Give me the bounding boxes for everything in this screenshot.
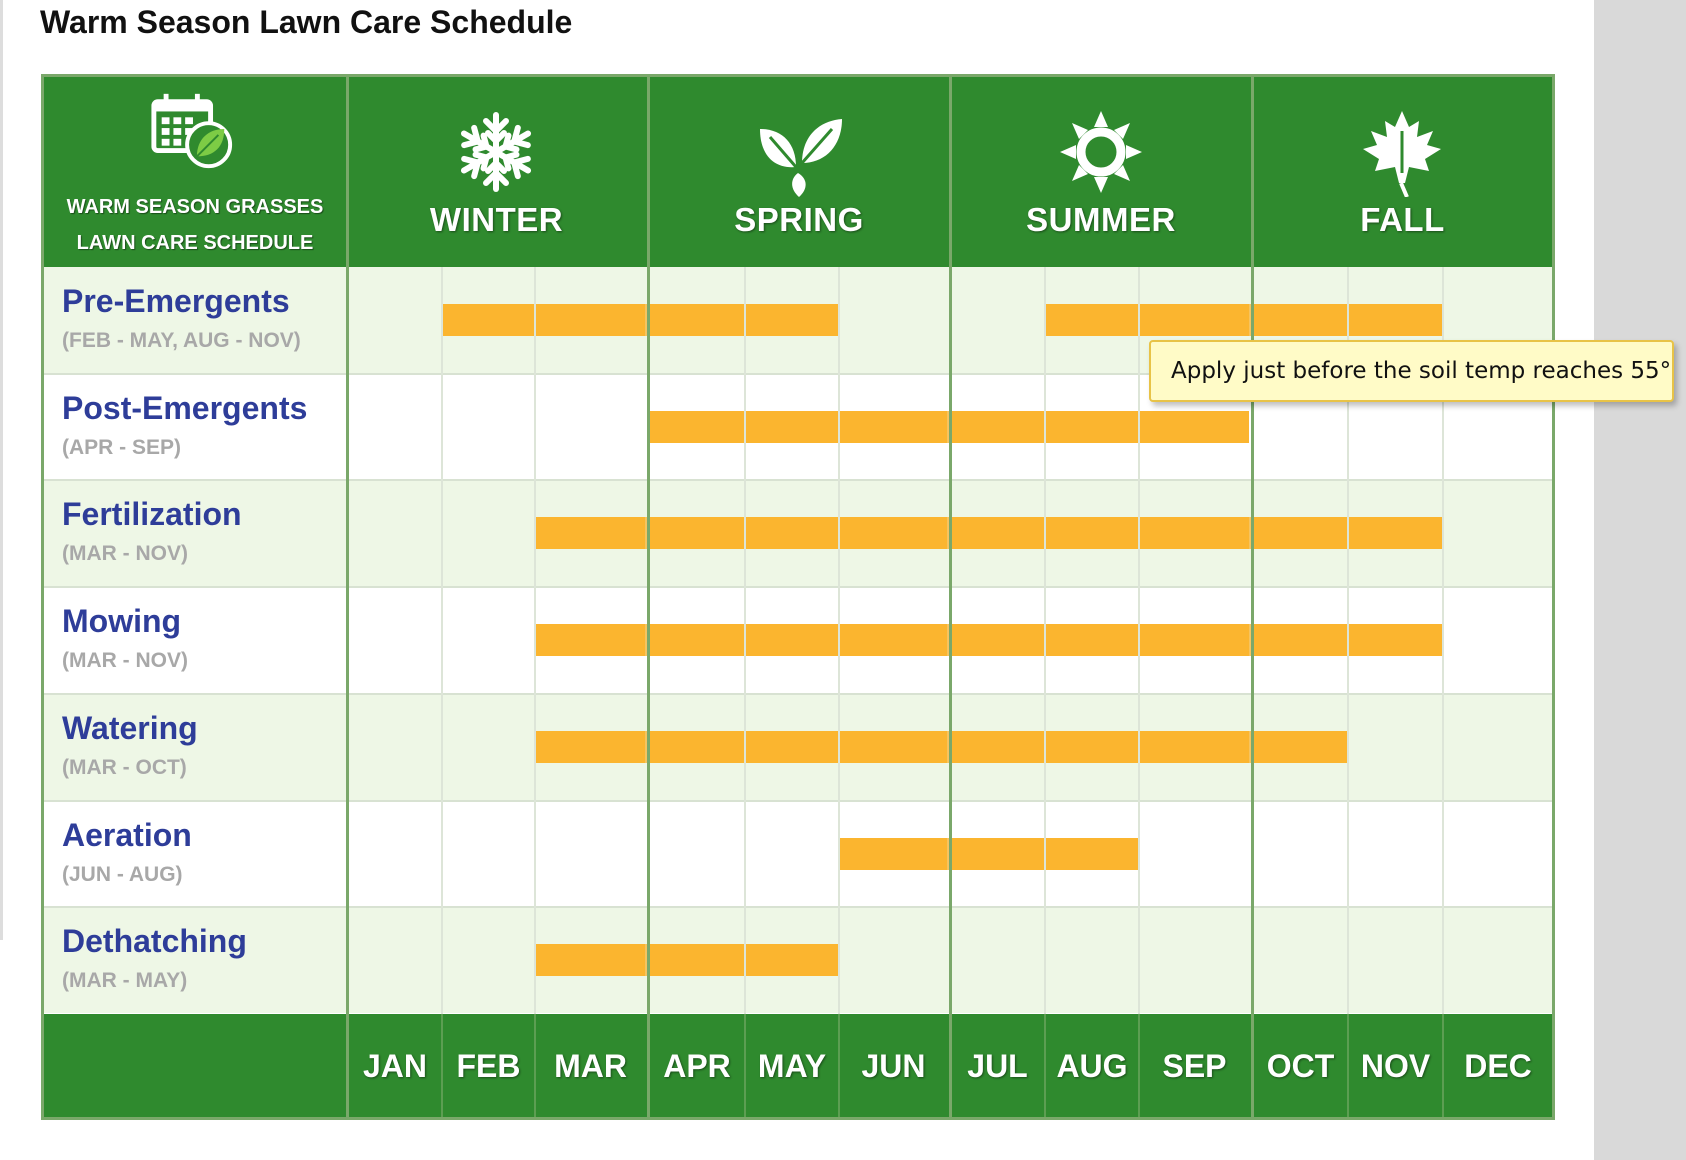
footer-divider bbox=[534, 1014, 536, 1117]
schedule-corner-header bbox=[44, 77, 346, 267]
sun-icon bbox=[1056, 107, 1146, 197]
footer-divider bbox=[1138, 1014, 1140, 1117]
month-label-apr: APR bbox=[663, 1048, 731, 1084]
row-divider bbox=[44, 906, 1552, 908]
month-gridline bbox=[1044, 267, 1046, 1014]
calendar-leaf-icon bbox=[148, 91, 236, 171]
schedule-bar[interactable] bbox=[536, 944, 838, 976]
task-name: Pre-Emergents bbox=[62, 283, 290, 319]
month-gridline bbox=[1138, 267, 1140, 1014]
snowflake-icon bbox=[451, 107, 541, 197]
row-divider bbox=[44, 693, 1552, 695]
month-label-may: MAY bbox=[757, 1048, 827, 1084]
corner-title bbox=[44, 189, 346, 261]
sprout-icon bbox=[754, 107, 844, 197]
task-range: (JUN - AUG) bbox=[62, 862, 183, 886]
month-label-dec: DEC bbox=[1464, 1048, 1532, 1084]
task-range: (MAR - OCT) bbox=[62, 755, 187, 779]
task-row bbox=[44, 694, 1552, 800]
season-header-summer bbox=[951, 77, 1251, 267]
month-label-mar: MAR bbox=[554, 1048, 627, 1084]
row-divider bbox=[44, 479, 1552, 481]
season-header-spring bbox=[649, 77, 949, 267]
row-divider bbox=[44, 800, 1552, 802]
month-gridline bbox=[744, 267, 746, 1014]
left-page-edge bbox=[0, 0, 3, 940]
season-divider bbox=[346, 77, 349, 1117]
season-label-spring: SPRING bbox=[734, 201, 864, 238]
maple-leaf-icon bbox=[1357, 107, 1447, 197]
month-label-jan: JAN bbox=[362, 1048, 427, 1084]
task-range: (FEB - MAY, AUG - NOV) bbox=[62, 329, 301, 352]
corner-title-line2: LAWN CARE SCHEDULE bbox=[76, 232, 314, 254]
page-title: Warm Season Lawn Care Schedule bbox=[40, 4, 573, 40]
task-range: (MAR - NOV) bbox=[62, 542, 188, 566]
season-label-fall: FALL bbox=[1360, 201, 1445, 238]
month-footer bbox=[44, 1014, 1552, 1117]
task-row bbox=[44, 801, 1552, 907]
schedule-bar[interactable] bbox=[1046, 304, 1442, 336]
task-name: Fertilization bbox=[62, 496, 242, 533]
month-gridline bbox=[534, 267, 536, 1014]
month-gridline bbox=[441, 267, 443, 1014]
lawn-care-schedule-chart bbox=[41, 74, 1555, 1120]
season-header-winter bbox=[346, 77, 647, 267]
corner-title-line1: WARM SEASON GRASSES bbox=[66, 196, 324, 218]
row-divider bbox=[44, 586, 1552, 588]
schedule-bar[interactable] bbox=[536, 624, 1442, 656]
task-row bbox=[44, 587, 1552, 693]
task-range: (APR - SEP) bbox=[62, 435, 182, 459]
footer-divider bbox=[1442, 1014, 1444, 1117]
season-divider bbox=[1251, 77, 1254, 1117]
month-gridline bbox=[838, 267, 840, 1014]
task-name: Watering bbox=[62, 709, 198, 746]
season-divider bbox=[949, 77, 952, 1117]
task-range: (MAR - MAY) bbox=[62, 969, 188, 993]
season-divider bbox=[647, 77, 650, 1117]
task-name: Mowing bbox=[62, 603, 182, 640]
month-label-oct: OCT bbox=[1266, 1048, 1335, 1084]
task-row bbox=[44, 907, 1552, 1013]
month-label-sep: SEP bbox=[1162, 1048, 1227, 1084]
season-header-fall bbox=[1253, 77, 1552, 267]
month-label-jul: JUL bbox=[967, 1048, 1028, 1084]
season-label-summer: SUMMER bbox=[1026, 201, 1176, 238]
month-label-nov: NOV bbox=[1360, 1048, 1431, 1084]
month-label-aug: AUG bbox=[1056, 1048, 1128, 1084]
schedule-bar[interactable] bbox=[443, 304, 838, 336]
tooltip: Apply just before the soil temp reaches 55° bbox=[1149, 340, 1674, 402]
task-name: Post-Emergents bbox=[62, 389, 308, 426]
season-label-winter: WINTER bbox=[429, 201, 564, 238]
schedule-bar[interactable] bbox=[536, 517, 1442, 549]
task-row bbox=[44, 480, 1552, 586]
task-name: Dethatching bbox=[62, 923, 247, 960]
footer-divider bbox=[838, 1014, 840, 1117]
schedule-bar[interactable] bbox=[536, 731, 1347, 763]
month-label-jun: JUN bbox=[861, 1048, 926, 1084]
task-range: (MAR - NOV) bbox=[62, 649, 188, 673]
schedule-bar[interactable] bbox=[840, 838, 1138, 870]
task-name: Aeration bbox=[62, 816, 192, 853]
scrollbar-track[interactable] bbox=[1594, 0, 1686, 1160]
month-label-feb: FEB bbox=[456, 1048, 521, 1084]
